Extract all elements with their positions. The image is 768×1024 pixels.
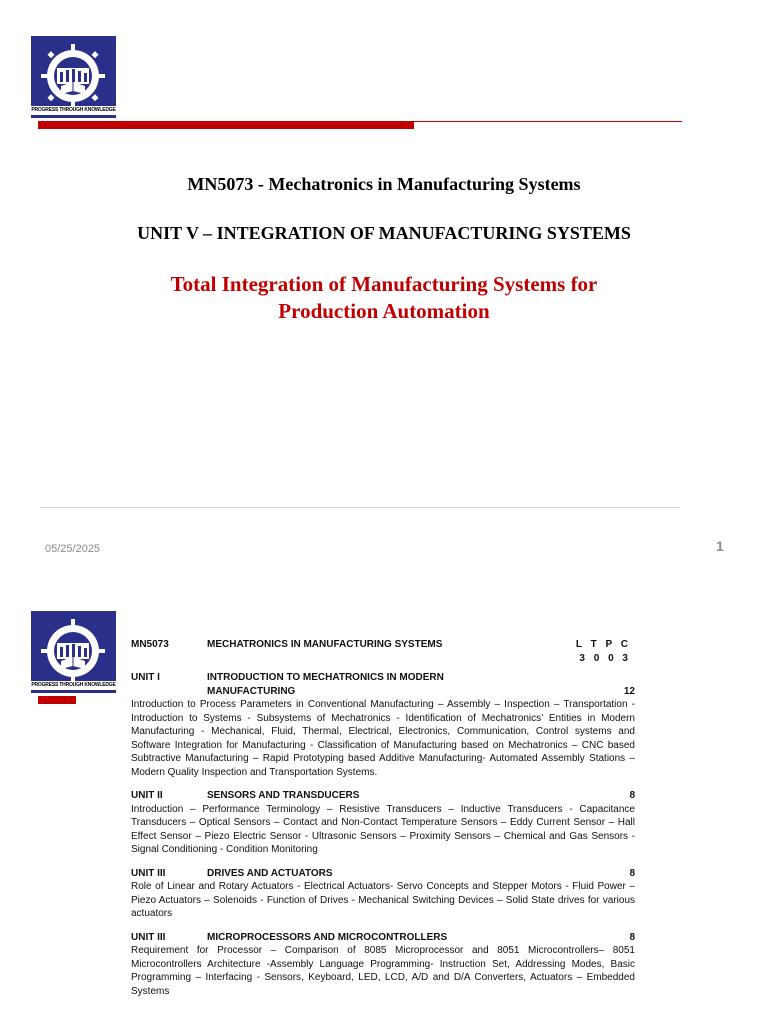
syllabus-document — [131, 638, 635, 998]
topic-title-line1: Total Integration of Manufacturing Systems for — [170, 272, 598, 296]
unit-body: Requirement for Processor – Comparison of 8085 Microprocessor and 8051 Microcontrollers– 8051 Microcontrollers Architecture -Assembly Language Programming- Instruction Set, Addressing Modes, Basic Programming – Interfacing - Sensors, Keyboard, LED, LCD, A/D and D/A Converters, Actuators – Embedded Systems — [131, 945, 635, 997]
course-title: MN5073 - Mechatronics in Manufacturing Systems — [187, 174, 581, 194]
unit-name: MICROPROCESSORS AND MICROCONTROLLERS — [207, 931, 448, 943]
unit-body: Role of Linear and Rotary Actuators - Electrical Actuators- Servo Concepts and Stepper Motors - Fluid Power – Piezo Actuators – Solenoids - Function of Drives - Mechanical Switching Devices – Solid State drives for various actuators — [131, 881, 635, 919]
unit-body: Introduction to Process Parameters in Conventional Manufacturing – Assembly – Inspection – Transportation - Introduction to Systems - Subsystems of Mechatronics - Identification of Mechatronics’ Entities in Modern Manufacturing - Mechanical, Fluid, Thermal, Electrical, Electronics, Communication, Control systems and Software Integration for Manufacturing - Classification of Manufacturing based on Mechatronics – CNC based Subtractive Manufacturing – Rapid Prototyping based Additive Manufacturing- Automated Assembly Stations – Modern Quality Inspection and Transportation Systems. — [131, 699, 635, 778]
unit-name: SENSORS AND TRANSDUCERS — [207, 790, 360, 801]
unit-name: DRIVES AND ACTUATORS — [207, 867, 333, 879]
ltpc-letters: L T P C — [575, 639, 631, 650]
unit-name-line2: MANUFACTURING — [207, 685, 296, 697]
unit-label: UNIT III — [131, 867, 166, 879]
syllabus-header — [131, 638, 635, 665]
ltpc-block — [557, 638, 635, 665]
course-code: MN5073 — [131, 639, 169, 650]
logo-caption: PROGRESS THROUGH KNOWLEDGE — [31, 107, 116, 113]
slide-number: 1 — [716, 538, 724, 554]
logo-caption: PROGRESS THROUGH KNOWLEDGE — [31, 682, 116, 688]
topic-title — [0, 271, 768, 325]
syllabus-course-title: MECHATRONICS IN MANUFACTURING SYSTEMS — [207, 639, 443, 650]
university-logo — [31, 611, 116, 693]
unit-hours: 8 — [629, 790, 635, 801]
unit-hours: 12 — [623, 685, 635, 697]
header-red-bar — [38, 696, 76, 704]
unit-section — [131, 789, 635, 857]
unit-label: UNIT III — [131, 931, 166, 943]
unit-name — [207, 671, 605, 698]
unit-section — [131, 867, 635, 921]
unit-body: Introduction – Performance Terminology – Resistive Transducers – Inductive Transducers - Capacitance Transducers – Optical Sensors – Contact and Non-Contact Temperature Sensors – Eddy Current Sensor – Hall Effect Sensor – Piezo Electric Sensor - Ultrasonic Sensors – Proximity Sensors – Chemical and Gas Sensors - Signal Conditioning - Condition Monitoring — [131, 803, 635, 855]
ltpc-values: 3 0 0 3 — [579, 652, 631, 664]
university-logo — [31, 36, 116, 118]
unit-title: UNIT V – INTEGRATION OF MANUFACTURING SYSTEMS — [137, 223, 631, 243]
unit-name-line1: INTRODUCTION TO MECHATRONICS IN MODERN — [207, 672, 444, 683]
unit-label: UNIT II — [131, 790, 163, 801]
topic-title-line2: Production Automation — [278, 299, 490, 323]
unit-section — [131, 671, 635, 779]
unit-hours: 8 — [629, 867, 635, 879]
unit-label: UNIT I — [131, 672, 160, 683]
header-red-line — [414, 121, 682, 122]
slide-date: 05/25/2025 — [45, 543, 101, 555]
footer-divider — [40, 507, 680, 508]
unit-hours: 8 — [629, 931, 635, 943]
header-red-bar — [38, 121, 414, 129]
syllabus-slide — [0, 592, 768, 1024]
unit-section — [131, 931, 635, 999]
